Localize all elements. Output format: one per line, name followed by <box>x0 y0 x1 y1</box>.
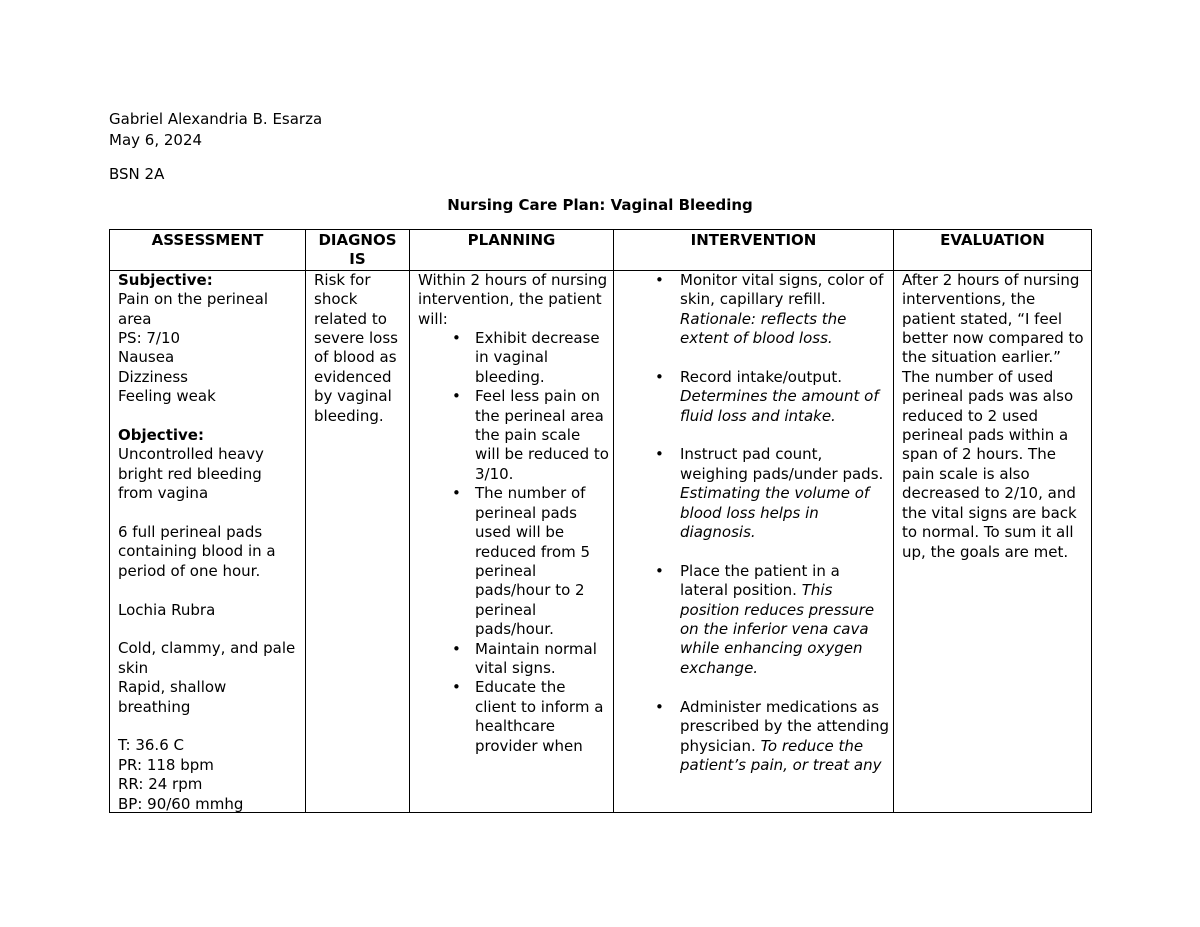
document-date: May 6, 2024 <box>109 131 203 149</box>
list-item: • Feel less pain on the perineal area the pain scale will be reduced to 3/10. <box>418 387 609 484</box>
list-item <box>622 698 889 776</box>
objective-item: Cold, clammy, and pale skin <box>118 639 300 677</box>
intervention-action: Place the patient in a lateral position. <box>680 561 840 600</box>
list-item <box>622 368 889 426</box>
column-header-intervention: INTERVENTION <box>614 230 894 271</box>
evaluation-cell <box>894 270 1092 812</box>
student-name: Gabriel Alexandria B. Esarza <box>109 110 323 128</box>
evaluation-text: After 2 hours of nursing interventions, the patient stated, “I feel better now compared to the situation earlier.” The number of used perineal pads was also reduced to 2 used perineal pads within a span of 2 hours. The pain scale is also decreased to 2/10, and the vital signs are back to normal. To sum it all up, the goals are met. <box>902 270 1089 561</box>
list-item <box>622 271 889 349</box>
column-header-diagnosis <box>306 230 410 271</box>
column-header-planning: PLANNING <box>410 230 614 271</box>
intervention-rationale: Rationale: reflects the extent of blood loss. <box>680 309 847 348</box>
column-header-assessment: ASSESSMENT <box>110 230 306 271</box>
table-row <box>110 270 1092 812</box>
subjective-item: PS: 7/10 <box>118 329 181 348</box>
planning-cell <box>410 270 614 812</box>
objective-label: Objective: <box>118 426 204 445</box>
planning-goals-list <box>418 329 609 756</box>
list-item <box>622 562 889 678</box>
intervention-action: Instruct pad count, weighing pads/under pads. <box>680 445 884 483</box>
subjective-item: Feeling weak <box>118 387 216 406</box>
document-title: Nursing Care Plan: Vaginal Bleeding <box>447 196 753 214</box>
list-item: • Educate the client to inform a healthcare provider when <box>418 678 609 756</box>
list-item <box>622 445 889 542</box>
intervention-rationale: This position reduces pressure on the inferior vena cava while enhancing oxygen exchange. <box>680 581 875 677</box>
diagnosis-cell <box>306 270 410 812</box>
intervention-action: Record intake/output. <box>680 367 843 386</box>
intervention-rationale: To reduce the patient’s pain, or treat any <box>680 736 882 774</box>
care-plan-table <box>109 229 1092 813</box>
diagnosis-text: Risk for shock related to severe loss of blood as evidenced by vaginal bleeding. <box>314 270 403 425</box>
column-header-evaluation: EVALUATION <box>894 230 1092 271</box>
objective-item: 6 full perineal pads containing blood in a period of one hour. <box>118 523 281 580</box>
objective-item: Lochia Rubra <box>118 600 216 619</box>
objective-item: Uncontrolled heavy bright red bleeding from vagina <box>118 445 269 503</box>
subjective-item: Pain on the perineal area <box>118 290 273 328</box>
intervention-list <box>622 271 889 776</box>
table-header-row <box>110 230 1092 271</box>
subjective-item: Nausea <box>118 348 175 367</box>
list-item: • Maintain normal vital signs. <box>418 640 609 679</box>
intervention-rationale: Determines the amount of fluid loss and intake. <box>680 387 879 425</box>
vital-sign: PR: 118 bpm <box>118 755 214 774</box>
intervention-action: Monitor vital signs, color of skin, capillary refill. <box>680 270 884 309</box>
assessment-cell <box>110 270 306 812</box>
list-item: • Exhibit decrease in vaginal bleeding. <box>418 329 609 387</box>
intervention-cell <box>614 270 894 812</box>
vital-sign: RR: 24 rpm <box>118 775 203 794</box>
planning-intro: Within 2 hours of nursing intervention, the patient will: <box>418 270 612 328</box>
vital-sign: T: 36.6 C <box>118 736 184 755</box>
subjective-label: Subjective: <box>118 270 213 289</box>
vital-sign: BP: 90/60 mmhg <box>118 794 244 813</box>
diagnosis-header-label: DIAGNOS IS <box>318 231 397 269</box>
subjective-item: Dizziness <box>118 367 188 386</box>
student-section: BSN 2A <box>109 165 165 183</box>
intervention-action: Administer medications as prescribed by the attending physician. <box>680 697 889 755</box>
intervention-rationale: Estimating the volume of blood loss helps in diagnosis. <box>680 484 870 542</box>
list-item: • The number of perineal pads used will be reduced from 5 perineal pads/hour to 2 perineal pads/hour. <box>418 484 609 639</box>
objective-item: Rapid, shallow breathing <box>118 678 232 716</box>
